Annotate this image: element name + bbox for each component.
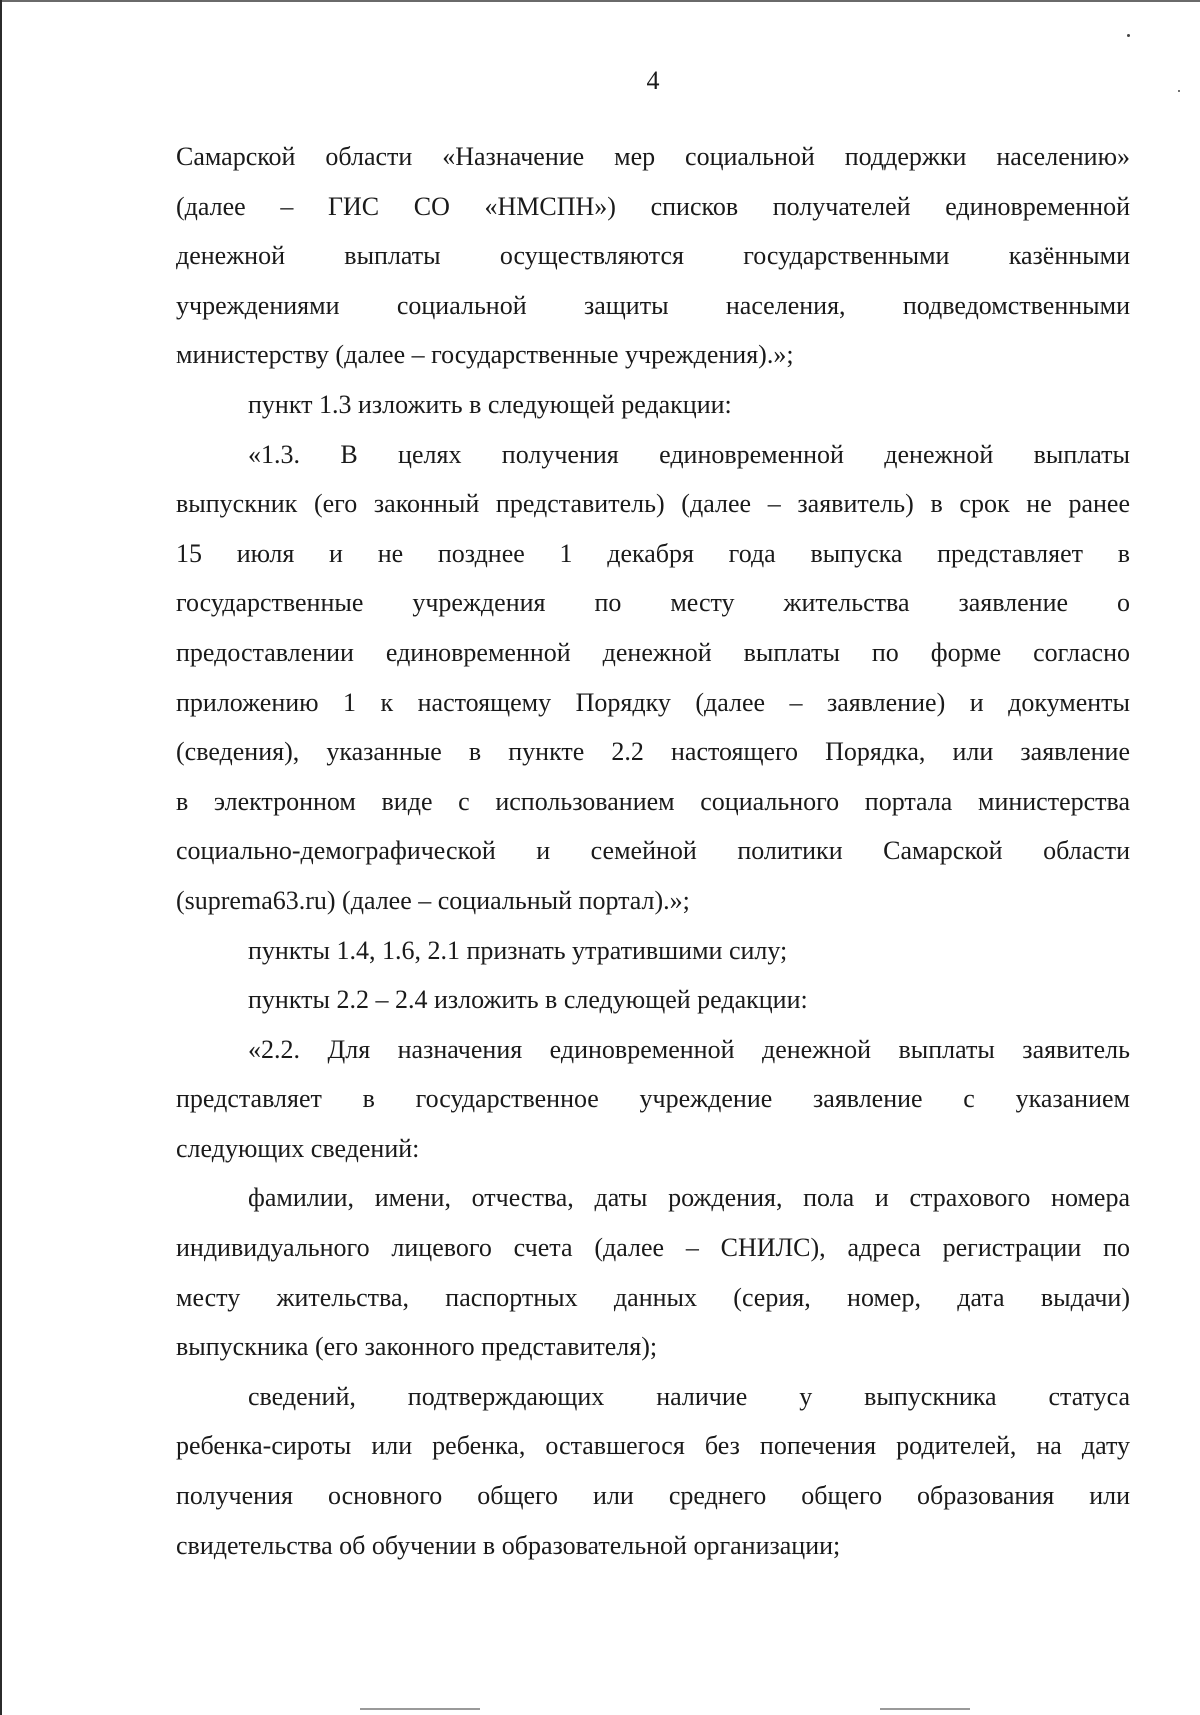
text-line: денежной выплаты осуществляются государственными казёнными <box>176 241 1130 271</box>
text-line: (далее – ГИС СО «НМСПН») списков получателей единовременной <box>176 191 1130 221</box>
document-text <box>176 132 1130 1570</box>
text-line: пункты 2.2 – 2.4 изложить в следующей редакции: <box>248 985 808 1015</box>
text-line: приложению 1 к настоящему Порядку (далее – заявление) и документы <box>176 687 1130 717</box>
text-line: «1.3. В целях получения единовременной денежной выплаты <box>248 439 1130 469</box>
text-line: (сведения), указанные в пункте 2.2 настоящего Порядка, или заявление <box>176 737 1130 767</box>
text-line: следующих сведений: <box>176 1133 420 1163</box>
scan-top-edge <box>0 0 1200 2</box>
text-line: Самарской области «Назначение мер социальной поддержки населению» <box>176 142 1130 171</box>
text-line: 15 июля и не позднее 1 декабря года выпуска представляет в <box>176 538 1130 568</box>
text-line: получения основного общего или среднего общего образования или <box>176 1481 1130 1511</box>
text-line: месту жительства, паспортных данных (серия, номер, дата выдачи) <box>176 1282 1130 1312</box>
text-line: министерству (далее – государственные учреждения).»; <box>176 340 794 370</box>
text-line: сведений, подтверждающих наличие у выпускника статуса <box>248 1381 1130 1411</box>
text-line: пункт 1.3 изложить в следующей редакции: <box>248 389 732 419</box>
text-line: (suprema63.ru) (далее – социальный портал).»; <box>176 885 690 915</box>
text-line: выпускник (его законный представитель) (далее – заявитель) в срок не ранее <box>176 489 1130 519</box>
text-line: фамилии, имени, отчества, даты рождения, пола и страхового номера <box>248 1183 1130 1213</box>
text-line: свидетельства об обучении в образовательной организации; <box>176 1530 841 1560</box>
text-line: «2.2. Для назначения единовременной денежной выплаты заявитель <box>248 1034 1130 1064</box>
text-line: в электронном виде с использованием социального портала министерства <box>176 786 1130 816</box>
text-line: ребенка-сироты или ребенка, оставшегося без попечения родителей, на дату <box>176 1431 1130 1461</box>
text-line: предоставлении единовременной денежной выплаты по форме согласно <box>176 637 1130 667</box>
text-line: представляет в государственное учреждение заявление с указанием <box>176 1084 1130 1114</box>
text-line: индивидуального лицевого счета (далее – СНИЛС), адреса регистрации по <box>176 1233 1130 1263</box>
scan-bottom-artifact <box>360 1708 480 1710</box>
scan-left-edge <box>0 0 2 1715</box>
text-line: государственные учреждения по месту жительства заявление о <box>176 588 1130 618</box>
text-line: учреждениями социальной защиты населения, подведомственными <box>176 290 1130 320</box>
text-line: пункты 1.4, 1.6, 2.1 признать утратившими силу; <box>248 935 788 965</box>
scan-bottom-artifact <box>880 1708 970 1710</box>
page-number: 4 <box>646 66 660 95</box>
text-line: выпускника (его законного представителя); <box>176 1332 658 1362</box>
text-line: социально-демографической и семейной политики Самарской области <box>176 836 1130 866</box>
scan-speck <box>1127 34 1130 37</box>
